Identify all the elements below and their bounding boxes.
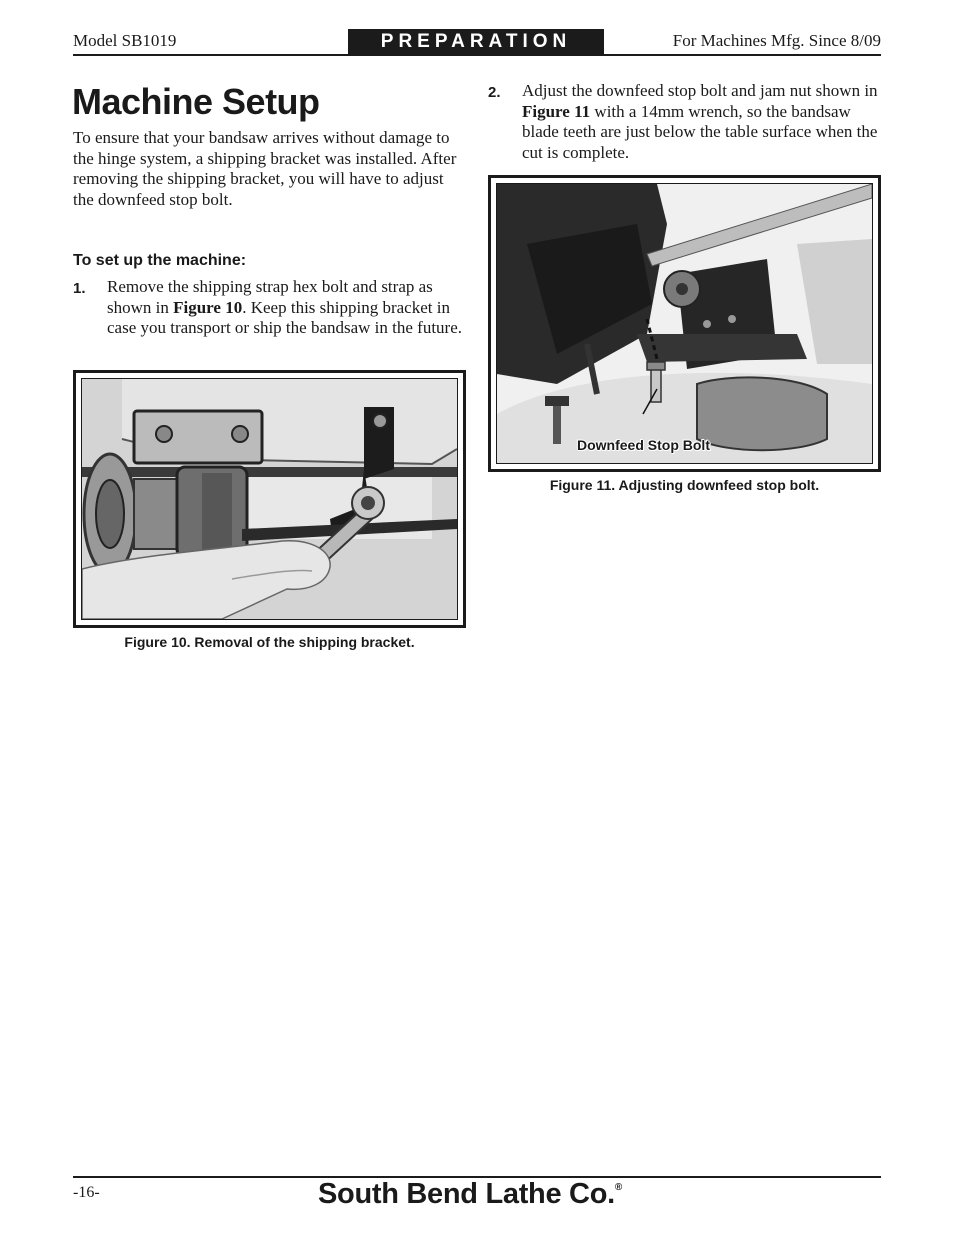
figure-10 bbox=[73, 370, 466, 628]
figure-11 bbox=[488, 175, 881, 472]
header-model: Model SB1019 bbox=[73, 31, 177, 50]
step-number: 1. bbox=[73, 280, 86, 297]
intro-paragraph: To ensure that your bandsaw arrives without damage to the hinge system, a shipping bracket was installed. After removing the shipping bracket, you will have to adjust the downfeed stop bolt. bbox=[73, 128, 457, 209]
page-number: -16- bbox=[73, 1184, 100, 1201]
page-title: Machine Setup bbox=[72, 81, 320, 122]
step-1 bbox=[73, 277, 463, 339]
step-2 bbox=[488, 81, 884, 163]
brand-logo: South Bend Lathe Co.® bbox=[318, 1178, 622, 1210]
procedure-heading: To set up the machine: bbox=[73, 252, 247, 269]
header-mfg-date: For Machines Mfg. Since 8/09 bbox=[672, 31, 881, 50]
step-number: 2. bbox=[488, 84, 501, 101]
figure-11-caption: Figure 11. Adjusting downfeed stop bolt. bbox=[549, 477, 820, 493]
figure-reference: Figure 11 bbox=[522, 101, 591, 121]
step-text: Remove the shipping strap hex bolt and strap as shown in Figure 10. Keep this shipping bracket in case you transport or ship the bandsaw in the future. bbox=[107, 277, 463, 337]
section-banner: PREPARATION bbox=[348, 29, 604, 54]
downfeed-stop-bolt-label: Downfeed Stop Bolt bbox=[577, 437, 710, 453]
step-text: Adjust the downfeed stop bolt and jam nut shown in Figure 11 with a 14mm wrench, so the bandsaw blade teeth are just below the table surface when the cut is complete. bbox=[522, 81, 878, 162]
figure-10-caption: Figure 10. Removal of the shipping bracket. bbox=[124, 634, 415, 650]
figure-reference: Figure 10 bbox=[173, 297, 243, 317]
header-rule bbox=[73, 54, 881, 56]
downfeed-stop-bolt-photo bbox=[496, 183, 873, 464]
shipping-bracket-photo bbox=[81, 378, 458, 620]
